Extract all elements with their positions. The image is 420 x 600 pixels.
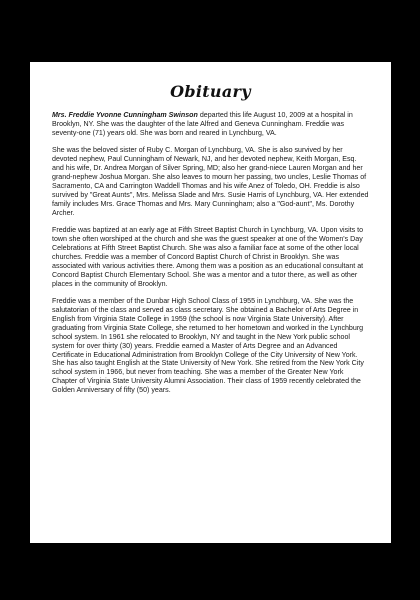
paragraph-education: Freddie was a member of the Dunbar High School Class of 1955 in Lynchburg, VA. She was the salutatorian of the class and served as class secretary. She obtained a Bachelor of Arts Degree in English from Virginia State College in 1959 (the school is now Virginia State University). After graduating from Virginia State College, she returned to her hometown and worked in the Lynchburg school system. In 1961 she relocated to Brooklyn, NY and taught in the New York public school system for over thirty (30) years. Freddie earned a Master of Arts Degree and an Advanced Certificate in Educational Administration from Brooklyn College of the City University of New York. She has also taught English at the State University of New York. She retired from the New York City school system in 1966, but never from teaching. She was a member of the Greater New York Chapter of Virginia State University Alumni Association. Their class of 1959 recently celebrated the Golden Anniversary of fifty (50) years. — [52, 297, 364, 395]
paragraph-church: Freddie was baptized at an early age at Fifth Street Baptist Church in Lynchburg, VA. Upon visits to town she often worshiped at the church and she was the guest speaker at one of the Women's Day Celebrations at Fifth Street Baptist Church. She was also a familiar face at some of the other local churches. Freddie was a member of Concord Baptist Church of Christ in Brooklyn. She was associated with various activities there. Among them was a position as an educational consultant at Concord Baptist Church Elementary School. She was a mentor and a tutor there, as well as other places in the community of Brooklyn. — [52, 226, 364, 288]
paragraph-survivors: She was the beloved sister of Ruby C. Morgan of Lynchburg, VA. She is also survived by her devoted nephew, Paul Cunningham of Newark, NJ, and her devoted nephew, Keith Morgan, Esq. and his wife, Dr. Andrea Morgan of Silver Spring, MD; also her grand-niece Lauren Morgan and her grand-nephew Joshua Morgan. She also leaves to mourn her passing, two uncles, Leslie Thomas of Sacramento, CA and Carrington Waddell Thomas and his wife Anez of Toledo, OH. Freddie is also survived by "Great Aunts", Mrs. Melissa Slade and Mrs. Susie Harris of Lynchburg, VA. Her extended family includes Mrs. Grace Thomas and Mrs. Mary Cunningham; also a "God-aunt", Ms. Dorothy Archer. — [52, 146, 369, 217]
paragraph-intro — [52, 111, 369, 138]
document-title: Obituary — [170, 82, 251, 101]
paragraph-intro-text: departed this life August 10, 2009 at a hospital in Brooklyn, NY. She was the daughter of the late Alfred and Geneva Cunningham. Freddie was seventy-one (71) years old. She was born and reared in Lynchburg, VA. — [52, 111, 353, 137]
obituary-page — [30, 62, 391, 543]
deceased-name: Mrs. Freddie Yvonne Cunningham Swinson — [52, 111, 198, 119]
